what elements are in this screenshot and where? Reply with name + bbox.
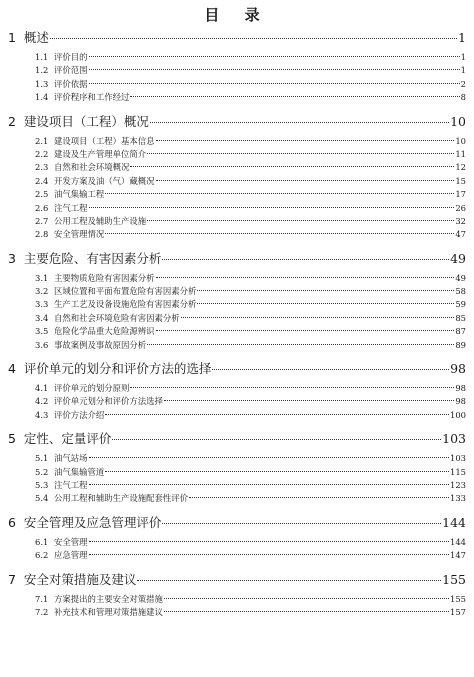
dot-leader xyxy=(162,259,449,260)
section-page-number: 49 xyxy=(455,272,466,283)
dot-leader xyxy=(89,457,450,458)
dot-leader xyxy=(50,38,457,39)
dot-leader xyxy=(105,193,454,194)
section-page-number: 17 xyxy=(455,189,466,200)
section-number: 2.6 xyxy=(35,202,49,213)
toc-section-7-1[interactable] xyxy=(35,593,466,606)
dot-leader xyxy=(164,400,454,401)
section-title xyxy=(35,395,163,407)
section-number: 3.6 xyxy=(35,339,49,350)
toc-section-2-1[interactable] xyxy=(35,135,466,148)
dot-leader xyxy=(164,611,449,612)
chapter-page-number: 1 xyxy=(458,30,466,45)
chapter-label: 主要危险、有害因素分析 xyxy=(23,250,162,266)
section-title xyxy=(35,215,146,227)
toc-chapter-1[interactable] xyxy=(8,28,466,47)
section-page-number: 100 xyxy=(450,409,466,420)
section-page-number: 1 xyxy=(460,65,466,76)
dot-leader xyxy=(150,122,449,123)
section-page-number: 144 xyxy=(450,536,466,547)
section-label: 评价目的 xyxy=(54,52,88,62)
toc-section-2-6[interactable] xyxy=(35,202,466,215)
dot-leader xyxy=(89,83,460,84)
dot-leader xyxy=(112,439,441,440)
section-page-number: 1 xyxy=(460,52,466,62)
chapter-number: 7 xyxy=(8,571,16,587)
chapter-label: 安全管理及应急管理评价 xyxy=(23,514,162,530)
toc-section-3-6[interactable] xyxy=(35,339,466,352)
section-label: 事故案例及事故原因分析 xyxy=(54,339,147,350)
section-label: 评价范围 xyxy=(54,65,88,76)
dot-leader xyxy=(105,233,454,234)
section-page-number: 32 xyxy=(455,215,466,226)
section-label: 油气站场 xyxy=(54,453,88,464)
section-number: 3.4 xyxy=(35,312,49,323)
section-page-number: 98 xyxy=(455,396,466,407)
section-title xyxy=(35,161,129,173)
section-label: 公用工程和辅助生产设施配套性评价 xyxy=(54,493,188,504)
section-title xyxy=(35,312,180,324)
dot-leader xyxy=(147,344,454,345)
section-number: 5.1 xyxy=(35,453,49,464)
dot-leader xyxy=(181,317,455,318)
section-title xyxy=(35,51,88,63)
section-title xyxy=(35,202,88,214)
section-label: 主要物质危险有害因素分析 xyxy=(54,272,155,283)
dot-leader xyxy=(130,166,454,167)
section-label: 方案提出的主要安全对策措施 xyxy=(54,593,163,604)
section-number: 7.1 xyxy=(35,593,49,604)
section-page-number: 103 xyxy=(450,453,466,464)
section-title xyxy=(35,272,155,284)
section-title xyxy=(35,78,88,90)
toc-section-6-1[interactable] xyxy=(35,536,466,549)
section-number: 3.1 xyxy=(35,272,49,283)
section-page-number: 10 xyxy=(455,135,466,146)
dot-leader xyxy=(130,96,459,97)
dot-leader xyxy=(197,290,454,291)
dot-leader xyxy=(156,277,455,278)
chapter-page-number: 155 xyxy=(442,571,466,587)
toc-section-3-2[interactable] xyxy=(35,285,466,298)
section-label: 安全管理情况 xyxy=(54,229,105,240)
toc-chapter-4[interactable] xyxy=(8,359,466,378)
section-page-number: 58 xyxy=(455,286,466,297)
chapter-title xyxy=(8,570,136,588)
section-title xyxy=(35,148,146,160)
section-page-number: 89 xyxy=(455,339,466,350)
dot-leader xyxy=(189,497,449,498)
section-label: 安全管理 xyxy=(54,536,88,547)
section-page-number: 59 xyxy=(455,299,466,310)
toc-section-3-1[interactable] xyxy=(35,272,466,285)
section-title xyxy=(35,593,163,605)
section-label: 评价依据 xyxy=(54,78,88,89)
dot-leader xyxy=(130,387,454,388)
section-label: 建设及生产管理单位简介 xyxy=(54,148,147,159)
section-title xyxy=(35,175,155,187)
section-title xyxy=(35,479,88,491)
chapter-page-number: 10 xyxy=(450,113,466,129)
toc-section-1-3[interactable] xyxy=(35,78,466,91)
toc-section-1-4[interactable] xyxy=(35,91,466,104)
toc-section-2-5[interactable] xyxy=(35,188,466,201)
section-title xyxy=(35,285,196,297)
toc-section-2-4[interactable] xyxy=(35,175,466,188)
section-page-number: 98 xyxy=(455,383,466,394)
toc-section-1-1[interactable] xyxy=(35,51,466,64)
chapter-label: 安全对策措施及建议 xyxy=(23,571,137,587)
section-number: 2.1 xyxy=(35,135,49,146)
section-label: 生产工艺及设备设施危险有害因素分析 xyxy=(54,299,197,310)
chapter-number: 1 xyxy=(8,30,16,45)
chapter-title xyxy=(8,359,211,377)
section-title xyxy=(35,64,88,76)
dot-leader xyxy=(197,303,454,304)
toc-section-3-3[interactable] xyxy=(35,298,466,311)
section-label: 建设项目（工程）基本信息 xyxy=(54,135,155,146)
section-page-number: 2 xyxy=(460,78,466,89)
toc-chapter-3[interactable] xyxy=(8,249,466,268)
section-number: 2.8 xyxy=(35,229,49,240)
chapter-title xyxy=(8,513,161,531)
section-title xyxy=(35,91,129,103)
section-page-number: 8 xyxy=(460,92,466,103)
section-label: 自然和社会环境概况 xyxy=(54,162,130,173)
dot-leader xyxy=(105,471,449,472)
section-number: 6.1 xyxy=(35,536,49,547)
section-page-number: 155 xyxy=(450,593,466,604)
section-page-number: 47 xyxy=(455,229,466,240)
section-page-number: 11 xyxy=(455,148,466,159)
dot-leader xyxy=(147,153,454,154)
toc-chapter-2[interactable] xyxy=(8,112,466,131)
section-title xyxy=(35,549,88,561)
dot-leader xyxy=(89,56,460,57)
section-title xyxy=(35,135,155,147)
chapter-number: 3 xyxy=(8,250,16,266)
section-label: 自然和社会环境危险有害因素分析 xyxy=(54,312,180,323)
toc-chapter-7[interactable] xyxy=(8,570,466,589)
section-number: 1.2 xyxy=(35,65,49,76)
chapter-label: 建设项目（工程）概况 xyxy=(23,113,149,129)
section-label: 油气集输管道 xyxy=(54,466,105,477)
chapter-label: 定性、定量评价 xyxy=(23,431,112,447)
toc-section-5-2[interactable] xyxy=(35,466,466,479)
dot-leader xyxy=(89,554,450,555)
section-number: 1.4 xyxy=(35,92,49,103)
section-title xyxy=(35,536,88,548)
chapter-label: 概述 xyxy=(23,30,49,45)
section-label: 评价方法介绍 xyxy=(54,409,105,420)
section-label: 区域位置和平面布置危险有害因素分析 xyxy=(54,286,197,297)
toc-section-4-1[interactable] xyxy=(35,382,466,395)
section-number: 1.1 xyxy=(35,52,49,62)
chapter-title xyxy=(8,112,149,130)
section-page-number: 87 xyxy=(455,326,466,337)
section-page-number: 157 xyxy=(450,606,466,617)
section-number: 1.3 xyxy=(35,78,49,89)
section-number: 3.5 xyxy=(35,326,49,337)
section-number: 4.1 xyxy=(35,383,49,394)
section-number: 4.2 xyxy=(35,396,49,407)
toc-section-4-2[interactable] xyxy=(35,395,466,408)
section-page-number: 123 xyxy=(450,479,466,490)
toc-section-5-3[interactable] xyxy=(35,479,466,492)
section-label: 油气集输工程 xyxy=(54,189,105,200)
section-label: 注气工程 xyxy=(54,202,88,213)
chapter-number: 6 xyxy=(8,514,16,530)
section-label: 评价单元的划分原则 xyxy=(54,383,130,394)
section-label: 补充技术和管理对策措施建议 xyxy=(54,606,163,617)
toc-section-2-3[interactable] xyxy=(35,161,466,174)
section-title xyxy=(35,298,196,310)
section-number: 5.3 xyxy=(35,479,49,490)
toc-chapter-5[interactable] xyxy=(8,429,466,448)
section-title xyxy=(35,409,104,421)
toc-section-1-2[interactable] xyxy=(35,64,466,77)
chapter-page-number: 98 xyxy=(450,361,466,377)
toc-section-2-7[interactable] xyxy=(35,215,466,228)
chapter-title xyxy=(8,249,161,267)
section-title xyxy=(35,492,188,504)
dot-leader xyxy=(156,180,455,181)
toc-section-7-2[interactable] xyxy=(35,606,466,619)
dot-leader xyxy=(89,484,450,485)
toc-section-3-5[interactable] xyxy=(35,325,466,338)
section-title xyxy=(35,452,88,464)
toc-section-2-8[interactable] xyxy=(35,228,466,241)
chapter-title xyxy=(8,28,49,46)
section-title xyxy=(35,606,163,618)
section-number: 2.5 xyxy=(35,189,49,200)
section-title xyxy=(35,466,104,478)
section-label: 公用工程及辅助生产设施 xyxy=(54,215,147,226)
section-number: 3.2 xyxy=(35,286,49,297)
section-label: 开发方案及油（气）藏概况 xyxy=(54,175,155,186)
toc-section-2-2[interactable] xyxy=(35,148,466,161)
section-number: 4.3 xyxy=(35,409,49,420)
toc-section-3-4[interactable] xyxy=(35,312,466,325)
section-page-number: 133 xyxy=(450,493,466,504)
section-number: 5.2 xyxy=(35,466,49,477)
dot-leader xyxy=(162,523,441,524)
chapter-number: 5 xyxy=(8,431,16,447)
section-title xyxy=(35,325,155,337)
section-page-number: 15 xyxy=(455,175,466,186)
section-page-number: 26 xyxy=(455,202,466,213)
dot-leader xyxy=(212,369,449,370)
section-page-number: 115 xyxy=(450,466,466,477)
section-title xyxy=(35,382,129,394)
section-number: 2.2 xyxy=(35,148,49,159)
chapter-page-number: 49 xyxy=(450,250,466,266)
dot-leader xyxy=(105,414,449,415)
dot-leader xyxy=(137,580,441,581)
section-title xyxy=(35,339,146,351)
dot-leader xyxy=(89,207,455,208)
chapter-page-number: 144 xyxy=(442,514,466,530)
dot-leader xyxy=(156,330,455,331)
section-label: 危险化学品重大危险源辨识 xyxy=(54,326,155,337)
table-of-contents xyxy=(0,28,474,626)
toc-section-5-1[interactable] xyxy=(35,452,466,465)
chapter-number: 4 xyxy=(8,361,16,377)
section-page-number: 85 xyxy=(455,312,466,323)
chapter-title xyxy=(8,429,111,447)
section-number: 2.7 xyxy=(35,215,49,226)
dot-leader xyxy=(164,598,449,599)
chapter-number: 2 xyxy=(8,113,16,129)
dot-leader xyxy=(147,220,454,221)
toc-section-5-4[interactable] xyxy=(35,492,466,505)
section-number: 7.2 xyxy=(35,606,49,617)
section-number: 5.4 xyxy=(35,493,49,504)
toc-section-4-3[interactable] xyxy=(35,409,466,422)
toc-chapter-6[interactable] xyxy=(8,513,466,532)
section-number: 6.2 xyxy=(35,550,49,561)
section-label: 注气工程 xyxy=(54,479,88,490)
section-number: 2.4 xyxy=(35,175,49,186)
section-label: 评价程序和工作经过 xyxy=(54,92,130,103)
section-label: 评价单元划分和评价方法选择 xyxy=(54,396,163,407)
section-number: 3.3 xyxy=(35,299,49,310)
section-page-number: 12 xyxy=(455,162,466,173)
section-number: 2.3 xyxy=(35,162,49,173)
chapter-label: 评价单元的划分和评价方法的选择 xyxy=(23,361,212,377)
dot-leader xyxy=(89,541,450,542)
chapter-page-number: 103 xyxy=(442,431,466,447)
section-title xyxy=(35,188,104,200)
section-label: 应急管理 xyxy=(54,550,88,561)
dot-leader xyxy=(156,140,455,141)
toc-title: 目 录 xyxy=(204,6,270,24)
toc-section-6-2[interactable] xyxy=(35,549,466,562)
section-page-number: 147 xyxy=(450,550,466,561)
dot-leader xyxy=(89,69,460,70)
section-title xyxy=(35,228,104,240)
